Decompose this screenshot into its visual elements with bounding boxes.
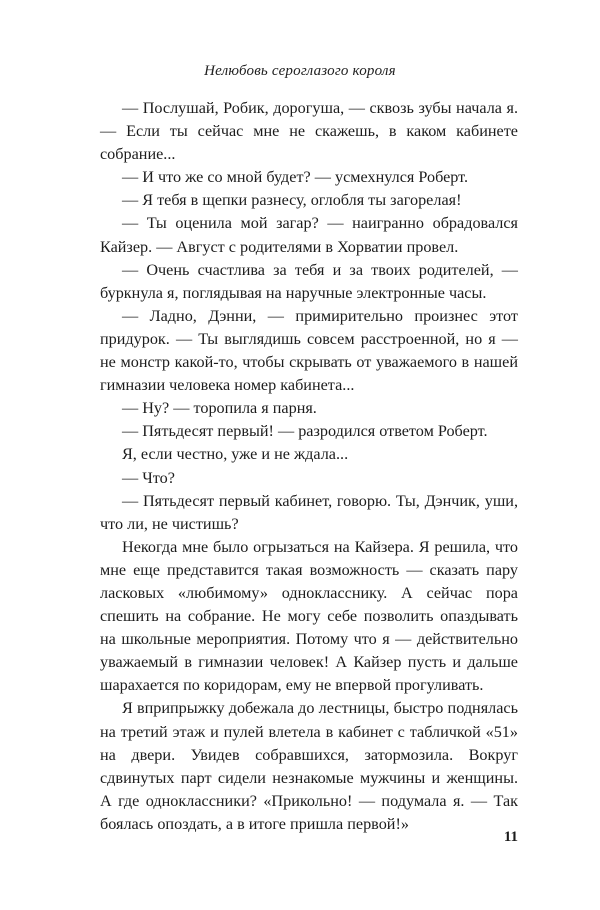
paragraph: — Я тебя в щепки разнесу, оглобля ты загорелая! xyxy=(122,191,462,210)
paragraph: — Что? xyxy=(122,468,175,487)
paragraph: — И что же со мной будет? — усмехнулся Роберт. xyxy=(122,168,469,187)
paragraph: Некогда мне было огрызаться на Кайзера. Я решила, что мне еще представится такая возможность — сказать пару ласковых «любимому» однокласснику. А сейчас пора спешить на собрание. Не могу себе позволить опаздывать на школьные мероприятия. Потому что я — действительно уважаемый в гимназии человек! А Кайзер пусть и дальше шарахается по коридорам, ему не впервой прогуливать. xyxy=(100,537,518,695)
paragraph: Я, если честно, уже и не ждала... xyxy=(122,445,349,464)
paragraph: — Ну? — торопила я парня. xyxy=(122,399,317,418)
paragraph: — Пятьдесят первый кабинет, говорю. Ты, Дэнчик, уши, что ли, не чистишь? xyxy=(100,491,518,533)
paragraph: — Пятьдесят первый! — разродился ответом Роберт. xyxy=(122,422,488,441)
paragraph: — Ты оценила мой загар? — наигранно обрадовался Кайзер. — Август с родителями в Хорватии провел. xyxy=(100,214,518,256)
running-header: Нелюбовь сероглазого короля xyxy=(204,63,396,79)
body-text xyxy=(100,97,518,836)
paragraph: — Очень счастлива за тебя и за твоих родителей, — буркнула я, поглядывая на наручные электронные часы. xyxy=(100,260,518,302)
paragraph: — Ладно, Дэнни, — примирительно произнес этот придурок. — Ты выглядишь совсем расстроенной, но я — не монстр какой-то, чтобы скрывать от уважаемого в нашей гимназии человека номер кабинета... xyxy=(100,306,518,395)
paragraph: — Послушай, Робик, дорогуша, — сквозь зубы начала я. — Если ты сейчас мне не скажешь, в каком кабинете собрание... xyxy=(100,99,518,164)
page-number: 11 xyxy=(503,829,518,845)
paragraph: Я вприпрыжку добежала до лестницы, быстро поднялась на третий этаж и пулей влетела в кабинет с табличкой «51» на двери. Увидев собравшихся, затормозила. Вокруг сдвинутых парт сидели незнакомые мужчины и женщины. А где одноклассники? «Прикольно! — подумала я. — Так боялась опоздать, а в итоге пришла первой!» xyxy=(100,699,518,833)
